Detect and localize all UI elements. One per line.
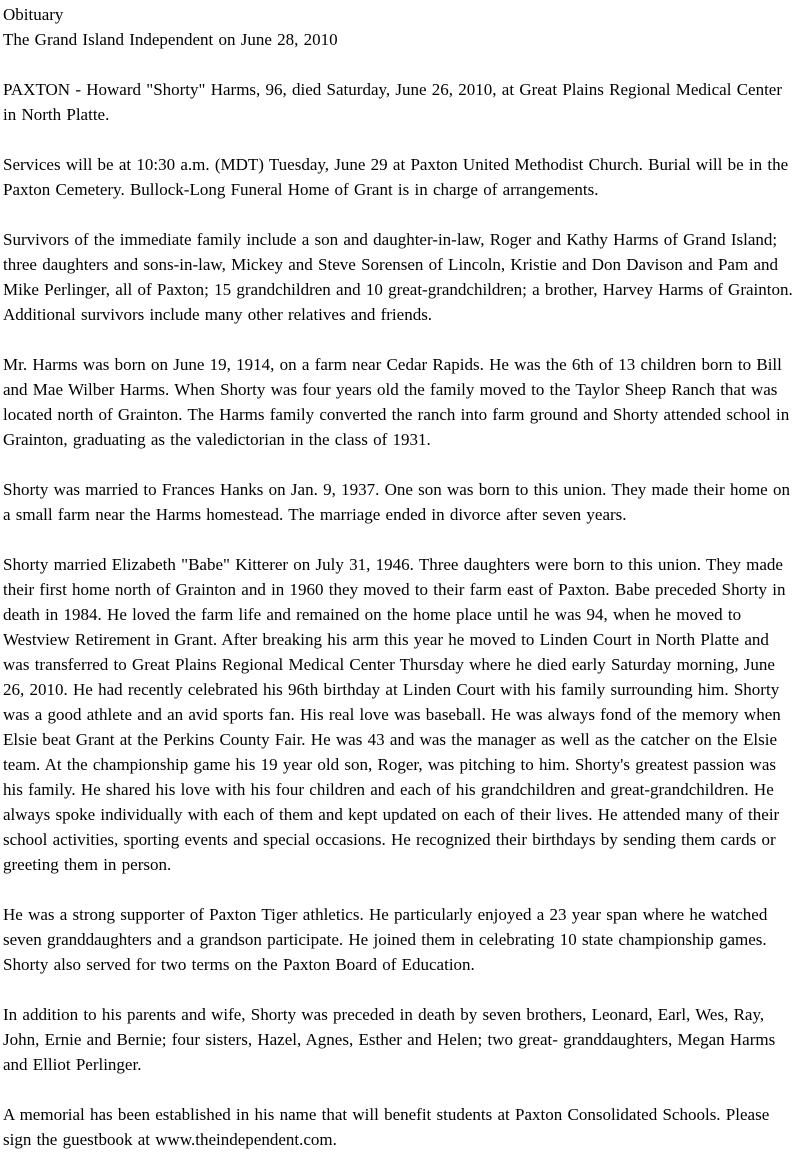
paragraph-birth-early-life: Mr. Harms was born on June 19, 1914, on a farm near Cedar Rapids. He was the 6th of 13 children born to Bill and Mae Wilber Harms. When Shorty was four years old the family moved to the Taylor Sheep Ranch that was located north of Grainton. The Harms family converted the ranch into farm ground and Shorty attended school in Grainton, graduating as the valedictorian in the class of 1931. — [3, 355, 790, 449]
document-source-line: The Grand Island Independent on June 28, 2010 — [3, 30, 338, 49]
paragraph-second-marriage-life-story: Shorty married Elizabeth "Babe" Kitterer on July 31, 1946. Three daughters were born to this union. They made their first home north of Grainton and in 1960 they moved to their farm east of Paxton. Babe preceded Shorty in death in 1984. He loved the farm life and remained on the home place until he was 94, when he moved to Westview Retirement in Grant. After breaking his arm this year he moved to Linden Court in North Platte and was transferred to Great Plains Regional Medical Center Thursday where he died early Saturday morning, June 26, 2010. He had recently celebrated his 96th birthday at Linden Court with his family surrounding him. Shorty was a good athlete and an avid sports fan. His real love was baseball. He was always fond of the memory when Elsie beat Grant at the Perkins County Fair. He was 43 and was the manager as well as the catcher on the Elsie team. At the championship game his 19 year old son, Roger, was pitching to him. Shorty's greatest passion was his family. He shared his love with his four children and each of his grandchildren and great-grandchildren. He always spoke individually with each of them and kept updated on each of their lives. He attended many of their school activities, sporting events and special occasions. He recognized their birthdays by sending them cards or greeting them in person. — [3, 555, 786, 874]
paragraph-survivors: Survivors of the immediate family include a son and daughter-in-law, Roger and Kathy Harms of Grand Island; three daughters and sons-in-law, Mickey and Steve Sorensen of Lincoln, Kristie and Don Davison and Pam and Mike Perlinger, all of Paxton; 15 grandchildren and 10 great-grandchildren; a brother, Harvey Harms of Grainton. Additional survivors include many other relatives and friends. — [3, 230, 793, 324]
document-title: Obituary — [3, 5, 64, 24]
document-header — [3, 2, 796, 52]
paragraph-paxton-tiger-athletics: He was a strong supporter of Paxton Tiger athletics. He particularly enjoyed a 23 year span where he watched seven granddaughters and a grandson participate. He joined them in celebrating 10 state championship games. Shorty also served for two terms on the Paxton Board of Education. — [3, 905, 768, 974]
paragraph-first-marriage: Shorty was married to Frances Hanks on Jan. 9, 1937. One son was born to this union. They made their home on a small farm near the Harms homestead. The marriage ended in divorce after seven years. — [3, 480, 790, 524]
paragraph-memorial-guestbook: A memorial has been established in his name that will benefit students at Paxton Consolidated Schools. Please sign the guestbook at www.theindependent.com. — [3, 1105, 770, 1149]
paragraph-preceded-in-death: In addition to his parents and wife, Shorty was preceded in death by seven brothers, Leonard, Earl, Wes, Ray, John, Ernie and Bernie; four sisters, Hazel, Agnes, Esther and Helen; two great- granddaughters, Megan Harms and Elliot Perlinger. — [3, 1005, 776, 1074]
paragraph-death-announcement: PAXTON - Howard "Shorty" Harms, 96, died Saturday, June 26, 2010, at Great Plains Regional Medical Center in North Platte. — [3, 80, 783, 124]
paragraph-services: Services will be at 10:30 a.m. (MDT) Tuesday, June 29 at Paxton United Methodist Church. Burial will be in the Paxton Cemetery. Bullock-Long Funeral Home of Grant is in charge of arrangements. — [3, 155, 789, 199]
document-body — [3, 77, 796, 1152]
